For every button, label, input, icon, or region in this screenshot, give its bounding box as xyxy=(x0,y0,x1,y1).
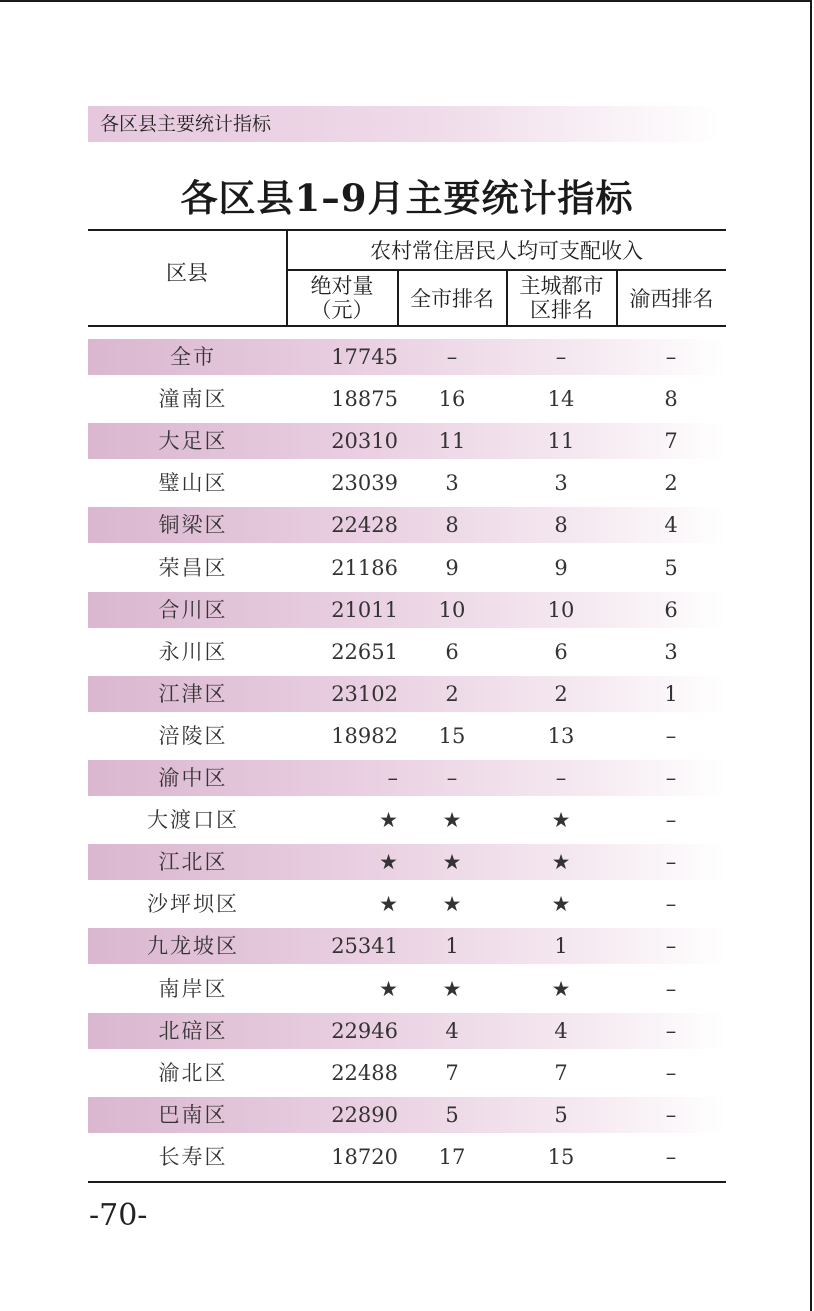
cell-main-rank: 4 xyxy=(554,1018,568,1043)
cell-main-rank: – xyxy=(555,345,567,369)
header-city-rank: 全市排名 xyxy=(410,287,494,311)
header-bottom-rule xyxy=(88,325,726,327)
table-row xyxy=(88,381,726,417)
table-row xyxy=(88,928,726,964)
header-main-rank-line1: 主城都市 xyxy=(519,274,604,298)
cell-absolute: 21186 xyxy=(331,555,398,580)
table-row xyxy=(88,465,726,501)
cell-city-rank: 8 xyxy=(445,513,459,538)
cell-main-rank: 10 xyxy=(547,597,575,622)
cell-main-rank: 14 xyxy=(547,387,575,412)
cell-yuxi-rank: 1 xyxy=(664,681,678,706)
cell-main-rank: – xyxy=(555,766,567,790)
cell-absolute: 22651 xyxy=(331,639,398,664)
page-title: 各区县1–9月主要统计指标 xyxy=(180,176,634,220)
cell-yuxi-rank: – xyxy=(665,976,677,1001)
cell-city-rank: 3 xyxy=(445,471,459,496)
cell-main-rank: ★ xyxy=(551,850,571,875)
cell-main-rank: ★ xyxy=(551,892,571,917)
cell-absolute: 22488 xyxy=(331,1060,398,1085)
cell-city-rank: – xyxy=(446,766,458,790)
cell-yuxi-rank: – xyxy=(665,723,677,748)
cell-main-rank: 11 xyxy=(547,429,575,454)
cell-main-rank: 7 xyxy=(554,1060,568,1085)
cell-city-rank: 9 xyxy=(445,555,459,580)
table-row xyxy=(88,760,726,796)
cell-district: 九龙坡区 xyxy=(147,934,239,959)
cell-district: 潼南区 xyxy=(158,387,228,412)
cell-city-rank: – xyxy=(446,345,458,369)
header-main-rank-line2: 区排名 xyxy=(530,298,593,322)
table-row xyxy=(88,971,726,1007)
cell-absolute: 20310 xyxy=(331,429,398,454)
cell-yuxi-rank: 5 xyxy=(664,555,678,580)
cell-city-rank: 11 xyxy=(438,429,466,454)
cell-city-rank: 10 xyxy=(438,597,466,622)
cell-district: 大足区 xyxy=(158,429,228,454)
header-absolute xyxy=(287,274,397,322)
section-header: 各区县主要统计指标 xyxy=(88,106,720,142)
cell-yuxi-rank: – xyxy=(665,1018,677,1043)
cell-district: 铜梁区 xyxy=(158,513,228,538)
header-main-rank xyxy=(507,274,616,322)
cell-absolute: 18982 xyxy=(331,723,398,748)
cell-main-rank: 9 xyxy=(554,555,568,580)
header-absolute-line2: （元） xyxy=(310,298,374,322)
cell-yuxi-rank: – xyxy=(665,345,677,369)
cell-city-rank: 2 xyxy=(445,681,459,706)
cell-district: 合川区 xyxy=(158,597,228,622)
table-row xyxy=(88,550,726,586)
cell-absolute: 22890 xyxy=(331,1102,398,1127)
cell-absolute: 22946 xyxy=(331,1018,398,1043)
cell-main-rank: 15 xyxy=(547,1144,575,1169)
cell-district: 南岸区 xyxy=(158,976,228,1001)
cell-absolute: 21011 xyxy=(331,597,398,622)
cell-district: 江津区 xyxy=(158,681,228,706)
table-row xyxy=(88,339,726,375)
cell-absolute: 18875 xyxy=(331,387,398,412)
cell-yuxi-rank: – xyxy=(665,1060,677,1085)
cell-yuxi-rank: 4 xyxy=(664,513,678,538)
cell-district: 沙坪坝区 xyxy=(147,892,239,917)
table-row xyxy=(88,592,726,628)
cell-yuxi-rank: – xyxy=(665,1144,677,1169)
cell-district: 全市 xyxy=(170,345,216,369)
cell-city-rank: 5 xyxy=(445,1102,459,1127)
cell-main-rank: 3 xyxy=(554,471,568,496)
cell-yuxi-rank: 3 xyxy=(664,639,678,664)
cell-district: 渝北区 xyxy=(158,1060,228,1085)
header-group-rural-income: 农村常住居民人均可支配收入 xyxy=(370,239,643,263)
cell-city-rank: 6 xyxy=(445,639,459,664)
cell-main-rank: 2 xyxy=(554,681,568,706)
cell-city-rank: ★ xyxy=(442,892,462,917)
header-absolute-line1: 绝对量 xyxy=(310,274,374,298)
cell-yuxi-rank: – xyxy=(665,1102,677,1127)
cell-main-rank: ★ xyxy=(551,976,571,1001)
cell-absolute: 17745 xyxy=(331,345,398,369)
cell-city-rank: 7 xyxy=(445,1060,459,1085)
cell-yuxi-rank: 7 xyxy=(664,429,678,454)
cell-district: 长寿区 xyxy=(158,1144,228,1169)
cell-district: 璧山区 xyxy=(158,471,228,496)
cell-main-rank: ★ xyxy=(551,808,571,833)
cell-absolute: 23039 xyxy=(331,471,398,496)
table-row xyxy=(88,1013,726,1049)
cell-main-rank: 6 xyxy=(554,639,568,664)
cell-city-rank: ★ xyxy=(442,850,462,875)
cell-yuxi-rank: – xyxy=(665,766,677,790)
cell-district: 北碚区 xyxy=(158,1018,228,1043)
table-row xyxy=(88,718,726,754)
cell-district: 涪陵区 xyxy=(158,723,228,748)
cell-city-rank: 1 xyxy=(445,934,459,959)
cell-main-rank: 5 xyxy=(554,1102,568,1127)
header-yuxi-rank: 渝西排名 xyxy=(629,287,714,311)
table-row xyxy=(88,802,726,838)
table-row xyxy=(88,1097,726,1133)
table-row xyxy=(88,886,726,922)
cell-district: 渝中区 xyxy=(158,766,228,790)
table-row xyxy=(88,1055,726,1091)
cell-district: 大渡口区 xyxy=(147,808,239,833)
cell-district: 永川区 xyxy=(158,639,228,664)
table-row xyxy=(88,507,726,543)
table-row xyxy=(88,1139,726,1175)
page-number: -70- xyxy=(89,1198,148,1233)
header-district: 区县 xyxy=(166,261,208,285)
cell-district: 巴南区 xyxy=(158,1102,228,1127)
table-top-rule xyxy=(88,229,726,231)
cell-city-rank: 17 xyxy=(438,1144,466,1169)
cell-main-rank: 13 xyxy=(547,723,575,748)
cell-yuxi-rank: 8 xyxy=(664,387,678,412)
cell-absolute: 25341 xyxy=(331,934,398,959)
cell-district: 荣昌区 xyxy=(158,555,228,580)
cell-city-rank: ★ xyxy=(442,808,462,833)
cell-main-rank: 1 xyxy=(554,934,568,959)
cell-absolute: 22428 xyxy=(331,513,398,538)
cell-city-rank: ★ xyxy=(442,976,462,1001)
cell-absolute: ★ xyxy=(379,850,398,875)
table-row xyxy=(88,844,726,880)
cell-city-rank: 4 xyxy=(445,1018,459,1043)
cell-yuxi-rank: – xyxy=(665,850,677,875)
cell-absolute: ★ xyxy=(379,808,398,833)
cell-yuxi-rank: – xyxy=(665,892,677,917)
cell-absolute: 18720 xyxy=(331,1144,398,1169)
cell-district: 江北区 xyxy=(158,850,228,875)
cell-yuxi-rank: 6 xyxy=(664,597,678,622)
table-row xyxy=(88,423,726,459)
cell-yuxi-rank: – xyxy=(665,934,677,959)
cell-city-rank: 15 xyxy=(438,723,466,748)
cell-main-rank: 8 xyxy=(554,513,568,538)
cell-absolute: ★ xyxy=(379,892,398,917)
cell-absolute: 23102 xyxy=(331,681,398,706)
cell-city-rank: 16 xyxy=(438,387,466,412)
table-bottom-rule xyxy=(88,1181,726,1183)
table-row xyxy=(88,634,726,670)
cell-absolute: – xyxy=(387,766,398,790)
cell-yuxi-rank: 2 xyxy=(664,471,678,496)
table-row xyxy=(88,676,726,712)
cell-absolute: ★ xyxy=(379,976,398,1001)
cell-yuxi-rank: – xyxy=(665,808,677,833)
